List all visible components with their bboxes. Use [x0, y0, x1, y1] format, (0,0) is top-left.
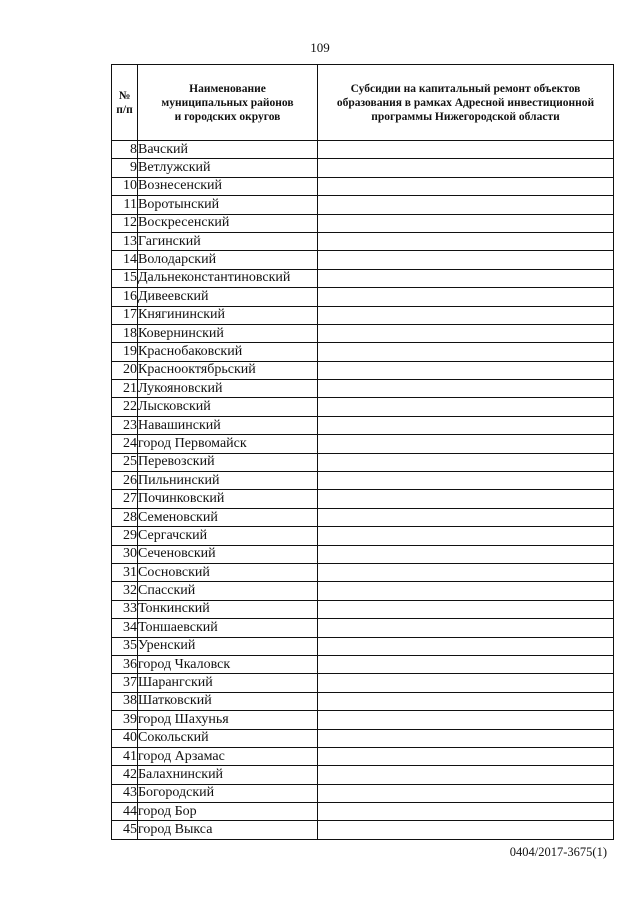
table-row — [112, 692, 614, 710]
subsidy-value — [318, 306, 614, 324]
table-row — [112, 766, 614, 784]
district-name: Вознесенский — [138, 177, 318, 195]
row-number: 37 — [112, 674, 138, 692]
table-row — [112, 784, 614, 802]
table-row — [112, 251, 614, 269]
table-body — [112, 141, 614, 840]
row-number: 22 — [112, 398, 138, 416]
table-row — [112, 508, 614, 526]
table-row — [112, 159, 614, 177]
row-number: 29 — [112, 527, 138, 545]
row-number: 18 — [112, 324, 138, 342]
subsidy-value — [318, 527, 614, 545]
subsidy-value — [318, 655, 614, 673]
row-number: 21 — [112, 380, 138, 398]
row-number: 42 — [112, 766, 138, 784]
table-row — [112, 380, 614, 398]
district-name: Тонкинский — [138, 600, 318, 618]
row-number: 11 — [112, 196, 138, 214]
subsidy-value — [318, 674, 614, 692]
district-name: Краснобаковский — [138, 343, 318, 361]
subsidy-value — [318, 784, 614, 802]
row-number: 14 — [112, 251, 138, 269]
district-name: город Выкса — [138, 821, 318, 839]
subsidy-value — [318, 435, 614, 453]
row-number: 12 — [112, 214, 138, 232]
table-row — [112, 269, 614, 287]
table-row — [112, 582, 614, 600]
subsidy-value — [318, 177, 614, 195]
district-name: Сеченовский — [138, 545, 318, 563]
district-name: город Первомайск — [138, 435, 318, 453]
row-number: 39 — [112, 711, 138, 729]
table-row — [112, 729, 614, 747]
row-number: 35 — [112, 637, 138, 655]
table-row — [112, 527, 614, 545]
subsidy-value — [318, 582, 614, 600]
district-name: Вачский — [138, 141, 318, 159]
table-row — [112, 196, 614, 214]
district-name: Семеновский — [138, 508, 318, 526]
table-row — [112, 803, 614, 821]
district-name: Гагинский — [138, 232, 318, 250]
header-subsidy-line: программы Нижегородской области — [371, 110, 560, 123]
subsidy-value — [318, 600, 614, 618]
header-subsidy — [318, 65, 614, 141]
district-name: Сосновский — [138, 563, 318, 581]
subsidy-value — [318, 361, 614, 379]
subsidy-value — [318, 766, 614, 784]
district-name: город Чкаловск — [138, 655, 318, 673]
district-name: Дивеевский — [138, 288, 318, 306]
row-number: 44 — [112, 803, 138, 821]
district-name: Починковский — [138, 490, 318, 508]
header-district-name — [138, 65, 318, 141]
district-name: Уренский — [138, 637, 318, 655]
table-row — [112, 398, 614, 416]
row-number: 10 — [112, 177, 138, 195]
row-number: 28 — [112, 508, 138, 526]
row-number: 20 — [112, 361, 138, 379]
district-name: Дальнеконстантиновский — [138, 269, 318, 287]
district-name: Пильнинский — [138, 472, 318, 490]
subsidy-value — [318, 729, 614, 747]
subsidy-value — [318, 453, 614, 471]
row-number: 17 — [112, 306, 138, 324]
subsidy-value — [318, 563, 614, 581]
subsidy-value — [318, 711, 614, 729]
header-subsidy-line: образования в рамках Адресной инвестиционной — [336, 96, 595, 109]
table-row — [112, 453, 614, 471]
district-name: Ковернинский — [138, 324, 318, 342]
table-row — [112, 177, 614, 195]
district-name: Шатковский — [138, 692, 318, 710]
header-subsidy-line: Субсидии на капитальный ремонт объектов — [350, 82, 581, 95]
table-row — [112, 306, 614, 324]
row-number: 9 — [112, 159, 138, 177]
subsidies-table — [111, 64, 614, 840]
subsidy-value — [318, 214, 614, 232]
subsidy-value — [318, 159, 614, 177]
subsidy-value — [318, 416, 614, 434]
subsidy-value — [318, 692, 614, 710]
table-row — [112, 232, 614, 250]
table-row — [112, 821, 614, 839]
subsidy-value — [318, 637, 614, 655]
subsidy-value — [318, 251, 614, 269]
district-name: город Бор — [138, 803, 318, 821]
district-name: Княгининский — [138, 306, 318, 324]
table-row — [112, 619, 614, 637]
row-number: 26 — [112, 472, 138, 490]
table-row — [112, 711, 614, 729]
subsidy-value — [318, 398, 614, 416]
header-name-line: и городских округов — [174, 110, 281, 123]
header-number — [112, 65, 138, 141]
row-number: 19 — [112, 343, 138, 361]
table-row — [112, 324, 614, 342]
row-number: 38 — [112, 692, 138, 710]
row-number: 13 — [112, 232, 138, 250]
row-number: 31 — [112, 563, 138, 581]
table-row — [112, 416, 614, 434]
district-name: Балахнинский — [138, 766, 318, 784]
table-row — [112, 655, 614, 673]
row-number: 27 — [112, 490, 138, 508]
table-row — [112, 214, 614, 232]
row-number: 30 — [112, 545, 138, 563]
district-name: Лукояновский — [138, 380, 318, 398]
row-number: 34 — [112, 619, 138, 637]
subsidy-value — [318, 803, 614, 821]
subsidy-value — [318, 288, 614, 306]
header-number-line: № — [118, 89, 131, 102]
row-number: 8 — [112, 141, 138, 159]
row-number: 16 — [112, 288, 138, 306]
header-name-line: муниципальных районов — [161, 96, 294, 109]
subsidy-value — [318, 545, 614, 563]
subsidy-value — [318, 196, 614, 214]
district-name: Воротынский — [138, 196, 318, 214]
table-row — [112, 343, 614, 361]
district-name: Спасский — [138, 582, 318, 600]
page-number: 109 — [310, 40, 330, 55]
district-name: Краснооктябрьский — [138, 361, 318, 379]
table-row — [112, 563, 614, 581]
table-row — [112, 545, 614, 563]
table-row — [112, 490, 614, 508]
row-number: 33 — [112, 600, 138, 618]
row-number: 40 — [112, 729, 138, 747]
district-name: Богородский — [138, 784, 318, 802]
district-name: Перевозский — [138, 453, 318, 471]
district-name: Сергачский — [138, 527, 318, 545]
row-number: 15 — [112, 269, 138, 287]
subsidy-value — [318, 324, 614, 342]
subsidy-value — [318, 472, 614, 490]
subsidy-value — [318, 821, 614, 839]
row-number: 23 — [112, 416, 138, 434]
subsidy-value — [318, 141, 614, 159]
row-number: 41 — [112, 747, 138, 765]
subsidy-value — [318, 747, 614, 765]
document-code: 0404/2017-3675(1) — [509, 845, 607, 859]
row-number: 24 — [112, 435, 138, 453]
table-header-row — [112, 65, 614, 141]
row-number: 43 — [112, 784, 138, 802]
table-row — [112, 435, 614, 453]
table-row — [112, 637, 614, 655]
district-name: Лысковский — [138, 398, 318, 416]
district-name: Сокольский — [138, 729, 318, 747]
row-number: 36 — [112, 655, 138, 673]
table-row — [112, 361, 614, 379]
table-row — [112, 141, 614, 159]
subsidy-value — [318, 380, 614, 398]
district-name: город Арзамас — [138, 747, 318, 765]
district-name: Ветлужский — [138, 159, 318, 177]
subsidy-value — [318, 269, 614, 287]
table-row — [112, 472, 614, 490]
subsidy-value — [318, 508, 614, 526]
district-name: Володарский — [138, 251, 318, 269]
row-number: 45 — [112, 821, 138, 839]
subsidy-value — [318, 232, 614, 250]
district-name: Шарангский — [138, 674, 318, 692]
row-number: 25 — [112, 453, 138, 471]
district-name: город Шахунья — [138, 711, 318, 729]
table-row — [112, 674, 614, 692]
table-row — [112, 747, 614, 765]
district-name: Навашинский — [138, 416, 318, 434]
row-number: 32 — [112, 582, 138, 600]
district-name: Воскресенский — [138, 214, 318, 232]
district-name: Тоншаевский — [138, 619, 318, 637]
table-row — [112, 288, 614, 306]
header-name-line: Наименование — [189, 82, 266, 95]
subsidy-value — [318, 490, 614, 508]
subsidy-value — [318, 343, 614, 361]
table-row — [112, 600, 614, 618]
subsidy-value — [318, 619, 614, 637]
header-number-line: п/п — [116, 103, 133, 116]
